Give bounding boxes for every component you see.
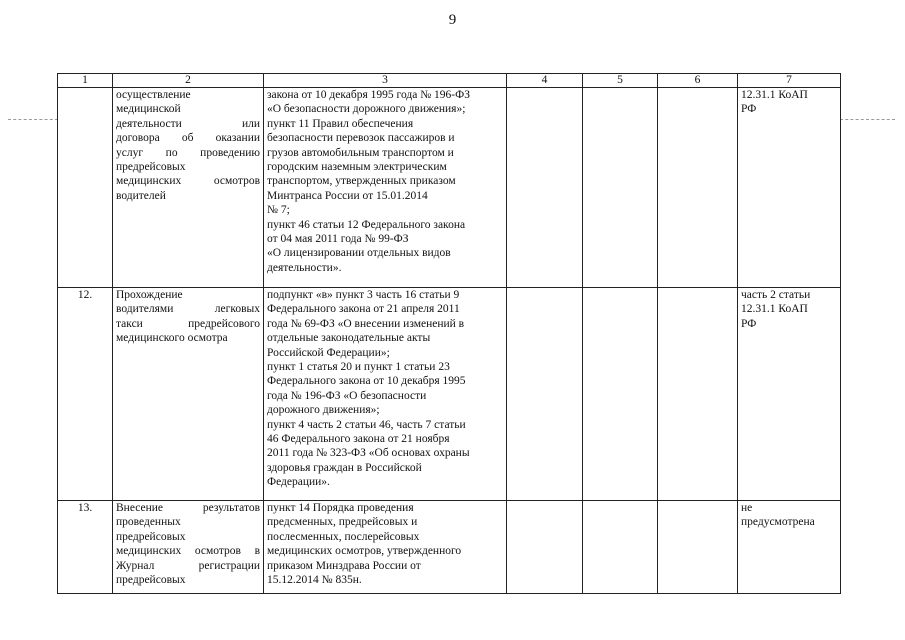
cell-text-line: предрейсовых [116, 530, 186, 543]
cell-text-line: РФ [741, 317, 757, 330]
page-number: 9 [448, 12, 457, 28]
requirements-table [57, 73, 841, 594]
cell-text-line: «О лицензировании отдельных видов [267, 247, 451, 260]
cell-text-line: № 7; [267, 204, 290, 217]
cell-text-line: пункт 14 Порядка проведения [267, 502, 414, 514]
cell-text-line: не [741, 502, 753, 514]
empty-cell [507, 501, 583, 594]
cell-text-line: предусмотрена [741, 516, 815, 529]
cell-text-line: Федерации». [267, 476, 330, 489]
cell-text-line: пункт 11 Правил обеспечения [267, 117, 414, 130]
cell-text-line: Журнал регистрации [116, 559, 260, 572]
cell-text-line: услуг по проведению [116, 146, 260, 159]
cell-text-line: «О безопасности дорожного движения»; [267, 103, 466, 116]
liability-cell [738, 288, 841, 501]
cell-text-line: предсменных, предрейсовых и [267, 516, 418, 529]
row-number [58, 88, 113, 288]
column-header: 5 [583, 74, 658, 88]
cell-text-line: от 04 мая 2011 года № 99-ФЗ [267, 233, 409, 246]
legal-basis-cell [264, 88, 507, 288]
cell-text-line: Федерального закона от 21 апреля 2011 [267, 303, 460, 316]
cell-text-line: медицинских осмотров в [116, 545, 260, 558]
table-row [58, 501, 841, 594]
cell-text-line: Внесение результатов [116, 502, 260, 514]
cell-text-line: дорожного движения»; [267, 404, 380, 417]
cell-text-line: деятельности». [267, 261, 342, 274]
cell-text-line: часть 2 статьи [741, 289, 811, 301]
cell-text-line: Прохождение [116, 289, 183, 301]
empty-cell [658, 88, 738, 288]
cell-text-line: 2011 года № 323-ФЗ «Об основах охраны [267, 447, 470, 460]
cell-text-line: здоровья граждан в Российской [267, 461, 422, 474]
cell-text-line: осуществление [116, 89, 191, 101]
cell-text-line: РФ [741, 103, 757, 116]
liability-cell [738, 88, 841, 288]
legal-basis-cell [264, 501, 507, 594]
cell-text-line: приказом Минздрава России от [267, 559, 421, 572]
fold-line-left [8, 119, 58, 120]
legal-basis-cell [264, 288, 507, 501]
cell-text-line: медицинской [116, 103, 181, 116]
cell-text-line: медицинских осмотров [116, 175, 260, 188]
empty-cell [583, 288, 658, 501]
empty-cell [507, 288, 583, 501]
column-header: 1 [58, 74, 113, 88]
cell-text-line: грузов автомобильным транспортом и [267, 146, 454, 159]
cell-text-line: пункт 4 часть 2 статьи 46, часть 7 статьи [267, 418, 466, 431]
cell-text-line: подпункт «в» пункт 3 часть 16 статьи 9 [267, 289, 460, 301]
cell-text-line: водителей [116, 189, 166, 202]
table-row [58, 288, 841, 501]
requirement-cell [113, 288, 264, 501]
cell-text-line: предрейсовых [116, 574, 186, 587]
cell-text-line: пункт 1 статья 20 и пункт 1 статьи 23 [267, 361, 450, 374]
cell-text-line: 12.31.1 КоАП [741, 303, 808, 316]
table-row [58, 88, 841, 288]
cell-text-line: городским наземным электрическим [267, 161, 447, 174]
cell-text-line: такси предрейсового [116, 317, 260, 330]
column-header: 7 [738, 74, 841, 88]
empty-cell [658, 288, 738, 501]
cell-text-line: пункт 46 статьи 12 Федерального закона [267, 218, 466, 231]
column-numbers-row [58, 74, 841, 88]
column-header: 4 [507, 74, 583, 88]
cell-text-line: договора об оказании [116, 132, 260, 145]
cell-text-line: 12.31.1 КоАП [741, 89, 808, 101]
cell-text-line: медицинского осмотра [116, 332, 228, 345]
cell-text-line: Минтранса России от 15.01.2014 [267, 189, 428, 202]
column-header: 2 [113, 74, 264, 88]
requirement-cell [113, 501, 264, 594]
empty-cell [583, 88, 658, 288]
liability-cell [738, 501, 841, 594]
row-number: 13. [58, 501, 113, 594]
column-header: 3 [264, 74, 507, 88]
cell-text-line: года № 196-ФЗ «О безопасности [267, 389, 427, 402]
row-number: 12. [58, 288, 113, 501]
cell-text-line: отдельные законодательные акты [267, 332, 431, 345]
empty-cell [583, 501, 658, 594]
cell-text-line: 15.12.2014 № 835н. [267, 574, 362, 587]
cell-text-line: Федерального закона от 10 декабря 1995 [267, 375, 466, 388]
empty-cell [658, 501, 738, 594]
cell-text-line: предрейсовых [116, 161, 186, 174]
cell-text-line: послесменных, послерейсовых [267, 530, 420, 543]
cell-text-line: водителями легковых [116, 303, 260, 316]
cell-text-line: безопасности перевозок пассажиров и [267, 132, 455, 145]
column-header: 6 [658, 74, 738, 88]
fold-line-right [840, 119, 895, 120]
cell-text-line: медицинских осмотров, утвержденного [267, 545, 462, 558]
empty-cell [507, 88, 583, 288]
cell-text-line: транспортом, утвержденных приказом [267, 175, 456, 188]
cell-text-line: Российской Федерации»; [267, 346, 390, 359]
cell-text-line: проведенных [116, 516, 181, 529]
cell-text-line: года № 69-ФЗ «О внесении изменений в [267, 317, 465, 330]
cell-text-line: закона от 10 декабря 1995 года № 196-ФЗ [267, 89, 470, 101]
requirement-cell [113, 88, 264, 288]
cell-text-line: деятельности или [116, 117, 260, 130]
cell-text-line: 46 Федерального закона от 21 ноября [267, 433, 450, 446]
